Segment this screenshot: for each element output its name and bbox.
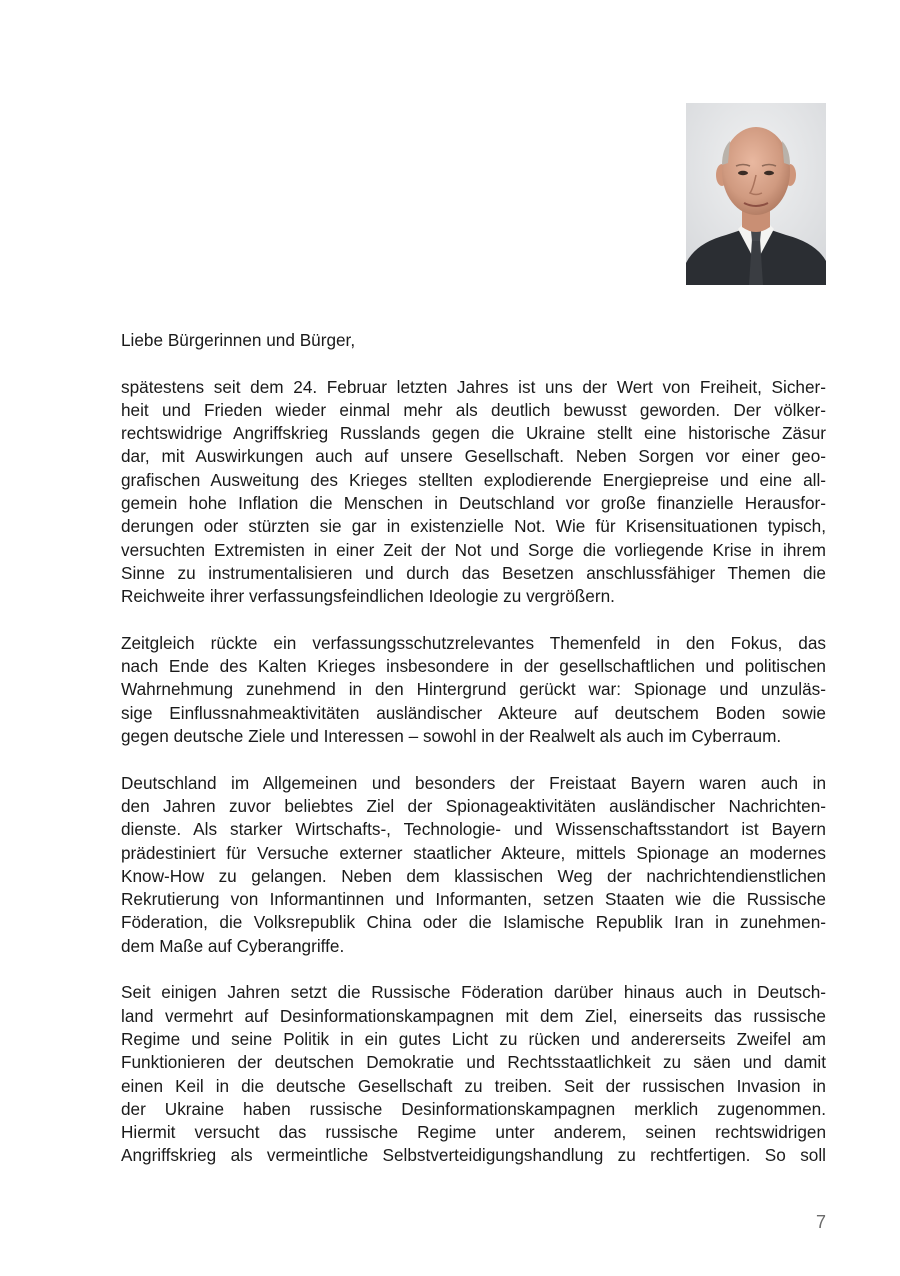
text-line: Wahrnehmung zunehmend in den Hintergrund gerückt war: Spionage und unzuläs- bbox=[121, 679, 826, 700]
text-line: Angriffskrieg als vermeintliche Selbstverteidigungshandlung zu rechtfertigen. So soll bbox=[121, 1145, 826, 1166]
text-line: Funktionieren der deutschen Demokratie und Rechtsstaatlichkeit zu säen und damit bbox=[121, 1052, 826, 1073]
text-line: derungen oder stürzten sie gar in existenzielle Not. Wie für Krisensituationen typisch, bbox=[121, 516, 826, 537]
text-line: Föderation, die Volksrepublik China oder die Islamische Republik Iran in zunehmen- bbox=[121, 912, 826, 933]
text-line: grafischen Ausweitung des Krieges stellten explodierende Energiepreise und eine all- bbox=[121, 469, 826, 490]
paragraph bbox=[121, 772, 826, 958]
text-line: dienste. Als starker Wirtschafts-, Technologie- und Wissenschaftsstandort ist Bayern bbox=[121, 819, 826, 840]
paragraph bbox=[121, 632, 826, 748]
text-line: Zeitgleich rückte ein verfassungsschutzrelevantes Themenfeld in den Fokus, das bbox=[121, 632, 826, 653]
text-line: gegen deutsche Ziele und Interessen – sowohl in der Realwelt als auch im Cyberraum. bbox=[121, 726, 782, 747]
text-line: Hiermit versucht das russische Regime unter anderem, seinen rechtswidrigen bbox=[121, 1122, 826, 1143]
text-line: Rekrutierung von Informantinnen und Informanten, setzen Staaten wie die Russische bbox=[121, 889, 826, 910]
text-line: einen Keil in die deutsche Gesellschaft zu treiben. Seit der russischen Invasion in bbox=[121, 1075, 826, 1096]
text-line: prädestiniert für Versuche externer staatlicher Akteure, mittels Spionage an modernes bbox=[121, 842, 826, 863]
text-line: der Ukraine haben russische Desinformationskampagnen merklich zugenommen. bbox=[121, 1098, 826, 1119]
salutation: Liebe Bürgerinnen und Bürger, bbox=[121, 330, 356, 350]
text-line: land vermehrt auf Desinformationskampagnen mit dem Ziel, einerseits das russische bbox=[121, 1005, 826, 1026]
text-line: Regime und seine Politik in ein gutes Licht zu rücken und andererseits Zweifel am bbox=[121, 1028, 826, 1049]
text-line: gemein hohe Inflation die Menschen in Deutschland vor große finanzielle Herausfor- bbox=[121, 493, 826, 514]
paragraph bbox=[121, 376, 826, 609]
text-line: dar, mit Auswirkungen auch auf unsere Gesellschaft. Neben Sorgen vor einer geo- bbox=[121, 446, 826, 467]
text-line: Seit einigen Jahren setzt die Russische Föderation darüber hinaus auch in Deutsch- bbox=[121, 982, 826, 1003]
text-line: Reichweite ihrer verfassungsfeindlichen Ideologie zu vergrößern. bbox=[121, 586, 615, 607]
text-line: heit und Frieden wieder einmal mehr als deutlich bewusst geworden. Der völker- bbox=[121, 399, 826, 420]
text-line: sige Einflussnahmeaktivitäten ausländischer Akteure auf deutschem Boden sowie bbox=[121, 702, 826, 723]
text-line: spätestens seit dem 24. Februar letzten Jahres ist uns der Wert von Freiheit, Sicher- bbox=[121, 376, 826, 397]
paragraph bbox=[121, 981, 826, 1167]
text-line: versuchten Extremisten in einer Zeit der Not und Sorge die vorliegende Krise in ihrem bbox=[121, 539, 826, 560]
letter-body bbox=[121, 329, 826, 1168]
text-line: den Jahren zuvor beliebtes Ziel der Spionageaktivitäten ausländischer Nachrichten- bbox=[121, 795, 826, 816]
page-number: 7 bbox=[815, 1212, 826, 1232]
text-line: dem Maße auf Cyberangriffe. bbox=[121, 935, 345, 956]
text-line: rechtswidrige Angriffskrieg Russlands gegen die Ukraine stellt eine historische Zäsur bbox=[121, 423, 826, 444]
author-portrait bbox=[686, 103, 826, 285]
text-line: Know-How zu gelangen. Neben dem klassischen Weg der nachrichtendienstlichen bbox=[121, 865, 826, 886]
text-line: Sinne zu instrumentalisieren und durch das Besetzen anschlussfähiger Themen die bbox=[121, 562, 826, 583]
text-line: Deutschland im Allgemeinen und besonders der Freistaat Bayern waren auch in bbox=[121, 772, 826, 793]
text-line: nach Ende des Kalten Krieges insbesondere in der gesellschaftlichen und politischen bbox=[121, 656, 826, 677]
